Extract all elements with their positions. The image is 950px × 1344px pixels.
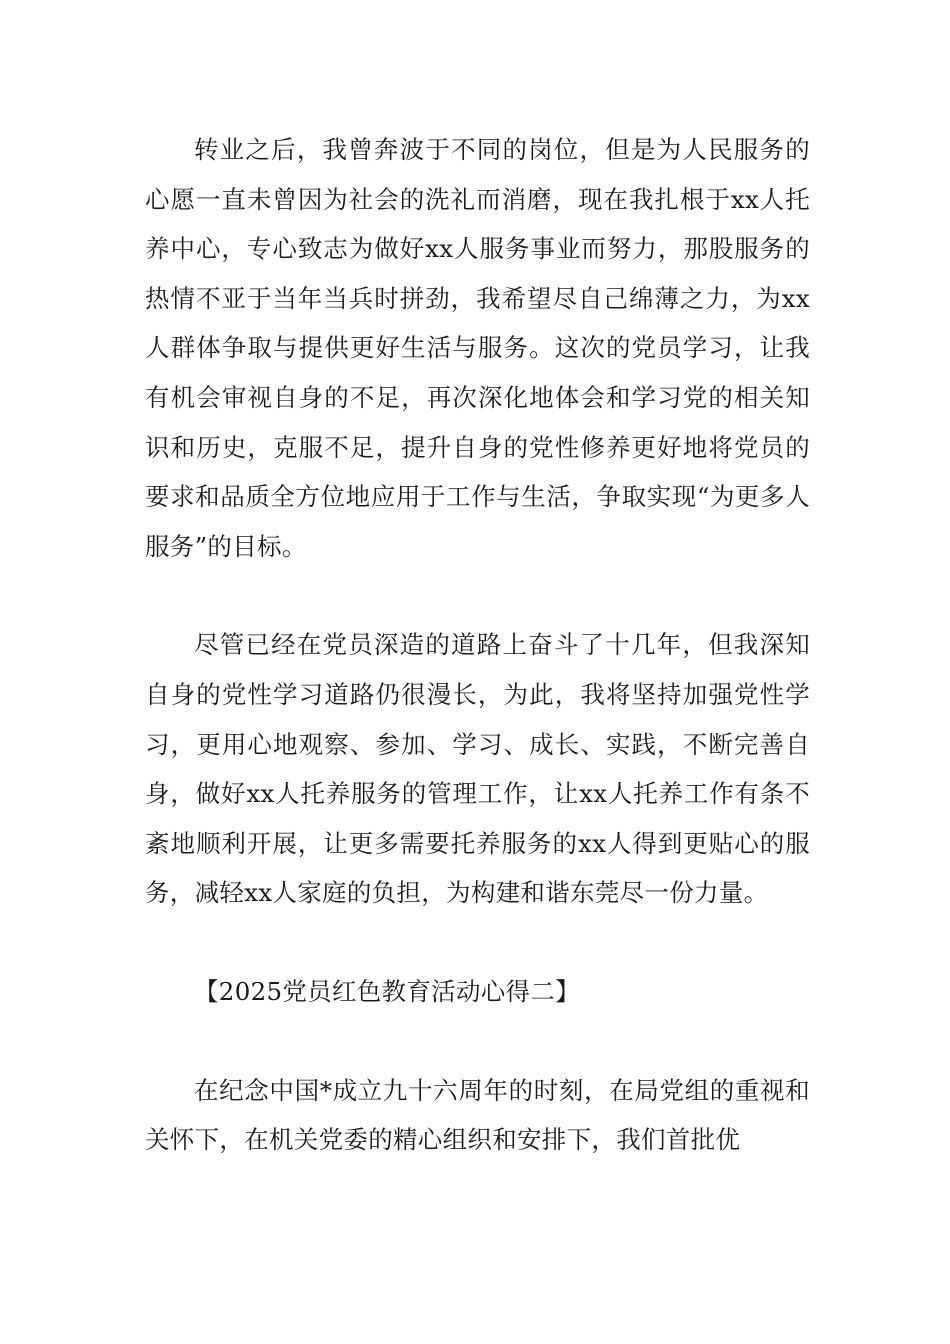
paragraph-anniversary: 在纪念中国*成立九十六周年的时刻，在局党组的重视和关怀下，在机关党委的精心组织和安排下，我们首批优: [145, 1075, 810, 1155]
paragraph-service-commitment: 转业之后，我曾奔波于不同的岗位，但是为人民服务的心愿一直未曾因为社会的洗礼而消磨，现在我扎根于xx人托养中心，专心致志为做好xx人服务事业而努力，那股服务的热情不亚于当年当兵时拼劲，我希望尽自己绵薄之力，为xx人群体争取与提供更好生活与服务。这次的党员学习，让我有机会审视自身的不足，再次深化地体会和学习党的相关知识和历史，克服不足，提升自身的党性修养更好地将党员的要求和品质全方位地应用于工作与生活，争取实现“为更多人服务”的目标。: [145, 135, 810, 561]
section-heading: 【2025党员红色教育活动心得二】: [194, 976, 580, 1006]
paragraph-spacer: [145, 918, 810, 967]
document-page: [145, 125, 810, 1165]
paragraph-party-study: 尽管已经在党员深造的道路上奋斗了十几年，但我深知自身的党性学习道路仍很漫长，为此，我将坚持加强党性学习，更用心地观察、参加、学习、成长、实践，不断完善自身，做好xx人托养服务的管理工作，让xx人托养工作有条不紊地顺利开展，让更多需要托养服务的xx人得到更贴心的服务，减轻xx人家庭的负担，为构建和谐东莞尽一份力量。: [145, 630, 810, 908]
paragraph-spacer: [145, 571, 810, 620]
paragraph-spacer: [145, 1017, 810, 1066]
